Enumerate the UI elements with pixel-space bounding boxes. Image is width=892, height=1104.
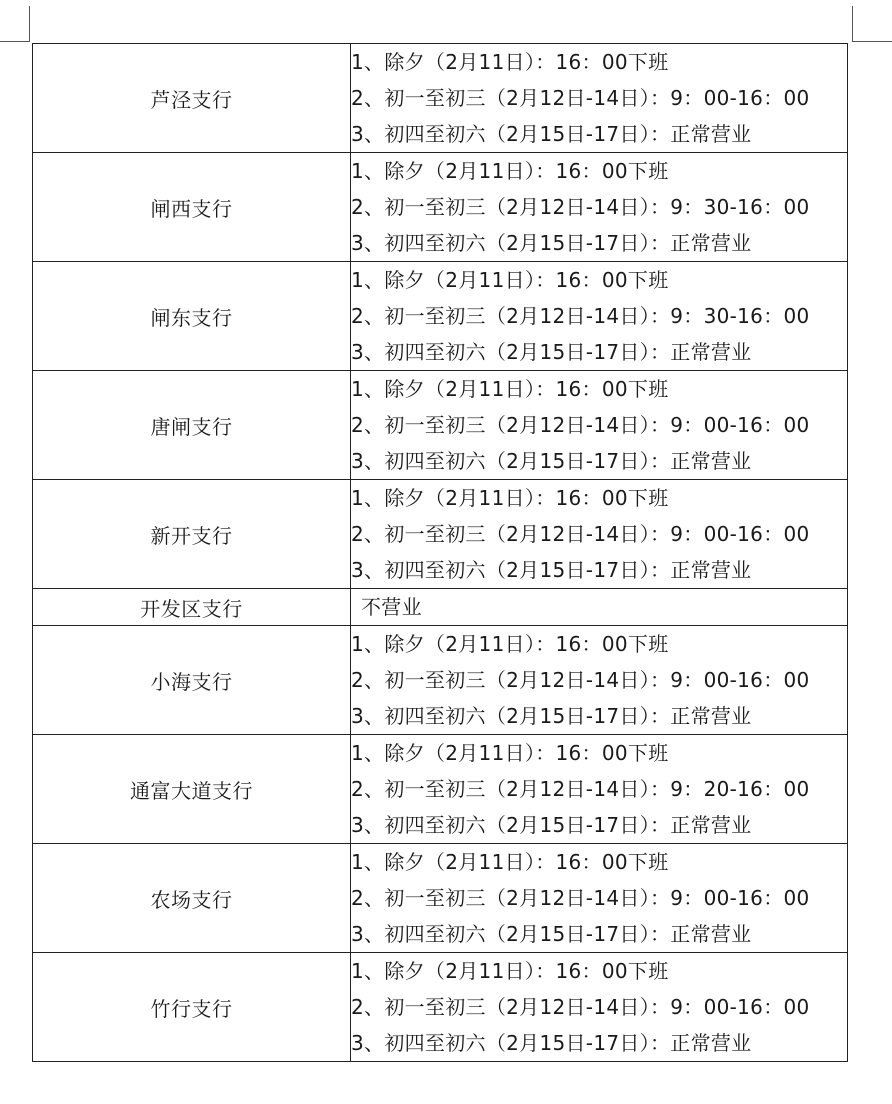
branch-name-cell: 开发区支行 xyxy=(33,589,351,626)
hours-line-new-year-eve: 1、除夕（2月11日）：16：00下班 xyxy=(351,959,669,983)
hours-line-new-year-eve: 1、除夕（2月11日）：16：00下班 xyxy=(351,50,669,74)
crop-mark-top-left-horizontal xyxy=(0,41,30,42)
hours-cell xyxy=(351,953,848,1062)
hours-line-days-1-3: 2、初一至初三（2月12日-14日）：9：00-16：00 xyxy=(351,413,810,437)
crop-mark-top-right-vertical xyxy=(852,6,853,42)
hours-cell xyxy=(351,735,848,844)
crop-mark-top-left-vertical xyxy=(29,6,30,42)
hours-line-days-4-6: 3、初四至初六（2月15日-17日）：正常营业 xyxy=(351,449,752,473)
table-row xyxy=(33,262,848,371)
hours-line-days-1-3: 2、初一至初三（2月12日-14日）：9：20-16：00 xyxy=(351,777,810,801)
hours-line-days-1-3: 2、初一至初三（2月12日-14日）：9：00-16：00 xyxy=(351,886,810,910)
hours-line-days-4-6: 3、初四至初六（2月15日-17日）：正常营业 xyxy=(351,922,752,946)
hours-line-new-year-eve: 1、除夕（2月11日）：16：00下班 xyxy=(351,741,669,765)
hours-line-days-1-3: 2、初一至初三（2月12日-14日）：9：00-16：00 xyxy=(351,668,810,692)
hours-line-new-year-eve: 1、除夕（2月11日）：16：00下班 xyxy=(351,159,669,183)
crop-mark-top-right-horizontal xyxy=(852,41,892,42)
hours-cell xyxy=(351,844,848,953)
branch-name-cell: 唐闸支行 xyxy=(33,371,351,480)
hours-cell xyxy=(351,480,848,589)
table-row xyxy=(33,480,848,589)
hours-line-days-1-3: 2、初一至初三（2月12日-14日）：9：00-16：00 xyxy=(351,995,810,1019)
hours-line-days-1-3: 2、初一至初三（2月12日-14日）：9：00-16：00 xyxy=(351,522,810,546)
hours-cell xyxy=(351,589,848,626)
hours-cell xyxy=(351,153,848,262)
hours-line-days-4-6: 3、初四至初六（2月15日-17日）：正常营业 xyxy=(351,1031,752,1055)
branch-name-cell: 芦泾支行 xyxy=(33,44,351,153)
table-row xyxy=(33,44,848,153)
hours-line-days-4-6: 3、初四至初六（2月15日-17日）：正常营业 xyxy=(351,340,752,364)
hours-line-days-4-6: 3、初四至初六（2月15日-17日）：正常营业 xyxy=(351,813,752,837)
hours-line-days-4-6: 3、初四至初六（2月15日-17日）：正常营业 xyxy=(351,122,752,146)
hours-line-days-1-3: 2、初一至初三（2月12日-14日）：9：00-16：00 xyxy=(351,86,810,110)
branch-name-cell: 小海支行 xyxy=(33,626,351,735)
branch-name-cell: 通富大道支行 xyxy=(33,735,351,844)
table-row xyxy=(33,844,848,953)
hours-line-new-year-eve: 1、除夕（2月11日）：16：00下班 xyxy=(351,632,669,656)
branch-name-cell: 新开支行 xyxy=(33,480,351,589)
branch-name-cell: 闸西支行 xyxy=(33,153,351,262)
table-row xyxy=(33,153,848,262)
branch-name-cell: 农场支行 xyxy=(33,844,351,953)
hours-line-days-1-3: 2、初一至初三（2月12日-14日）：9：30-16：00 xyxy=(351,195,810,219)
table-row xyxy=(33,735,848,844)
branch-name-cell: 闸东支行 xyxy=(33,262,351,371)
table-row xyxy=(33,953,848,1062)
branch-name-cell: 竹行支行 xyxy=(33,953,351,1062)
hours-cell xyxy=(351,44,848,153)
table-row xyxy=(33,589,848,626)
table-row xyxy=(33,626,848,735)
hours-cell xyxy=(351,626,848,735)
hours-line-days-4-6: 3、初四至初六（2月15日-17日）：正常营业 xyxy=(351,558,752,582)
hours-line-new-year-eve: 1、除夕（2月11日）：16：00下班 xyxy=(351,850,669,874)
hours-line-new-year-eve: 1、除夕（2月11日）：16：00下班 xyxy=(351,268,669,292)
hours-line-days-4-6: 3、初四至初六（2月15日-17日）：正常营业 xyxy=(351,231,752,255)
branch-hours-table-body xyxy=(33,44,848,1062)
hours-line-closed: 不营业 xyxy=(361,595,422,619)
hours-line-new-year-eve: 1、除夕（2月11日）：16：00下班 xyxy=(351,377,669,401)
hours-cell xyxy=(351,262,848,371)
hours-cell xyxy=(351,371,848,480)
hours-line-new-year-eve: 1、除夕（2月11日）：16：00下班 xyxy=(351,486,669,510)
hours-line-days-1-3: 2、初一至初三（2月12日-14日）：9：30-16：00 xyxy=(351,304,810,328)
table-row xyxy=(33,371,848,480)
branch-hours-table xyxy=(32,43,848,1062)
hours-line-days-4-6: 3、初四至初六（2月15日-17日）：正常营业 xyxy=(351,704,752,728)
